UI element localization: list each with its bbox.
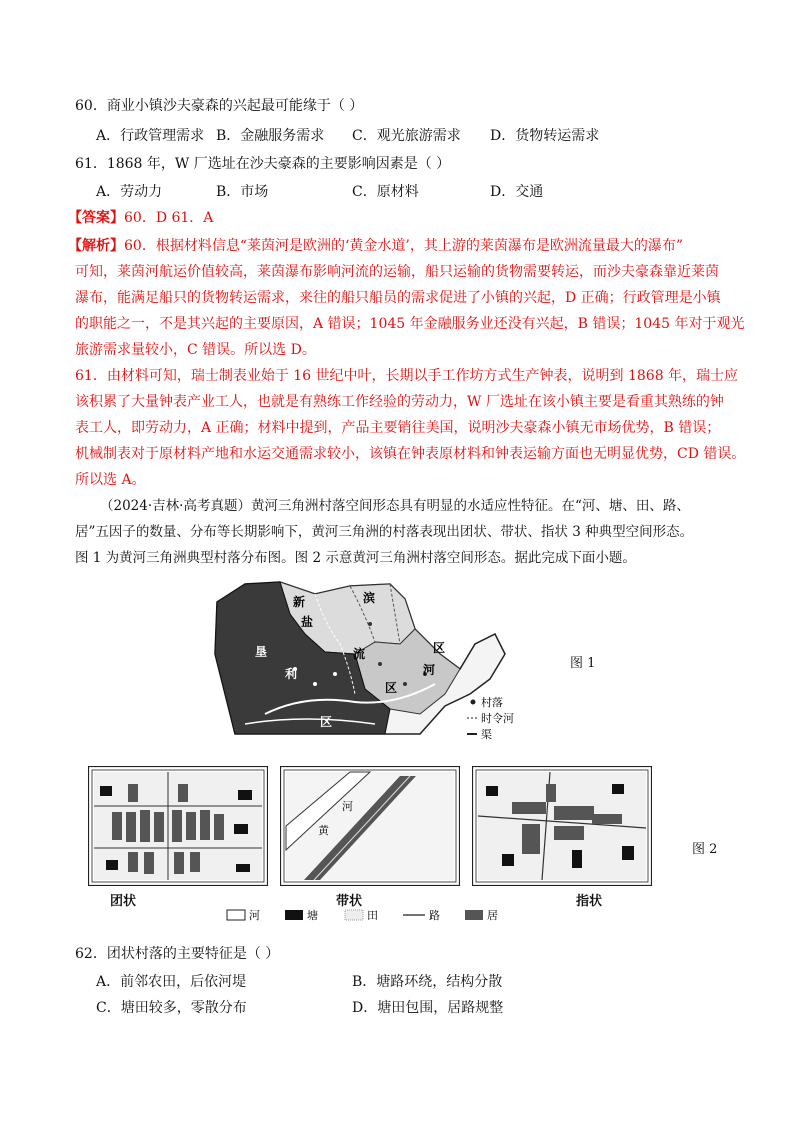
panel-label-finger: 指状 bbox=[576, 894, 603, 909]
q60-option-b: B．金融服务需求 bbox=[216, 128, 325, 144]
map-label: 区 bbox=[385, 681, 398, 695]
map-label: 利 bbox=[285, 667, 298, 681]
q61-stem: 61．1868 年，W 厂选址在沙夫豪森的主要影响因素是（ ） bbox=[75, 156, 451, 172]
q60-option-d: D．货物转运需求 bbox=[490, 128, 600, 144]
figure2-label: 图 2 bbox=[692, 842, 718, 857]
analysis-line-2: 瀑布，能满足船只的货物转运需求，来往的船只船员的需求促进了小镇的兴起，D 正确；行政管理是小镇 bbox=[75, 290, 721, 306]
figure2-panel-finger bbox=[472, 766, 652, 886]
village-dot bbox=[403, 682, 407, 686]
analysis-line-6: 该积累了大量钟表产业工人，也就是有熟练工作经验的劳动力，W 厂选址在该小镇主要是看重其熟练的钟 bbox=[75, 394, 724, 410]
legend-field-icon bbox=[345, 910, 363, 920]
map-label: 流 bbox=[353, 647, 366, 661]
q60-stem: 60．商业小镇沙夫豪森的兴起最可能缘于（ ） bbox=[75, 98, 364, 114]
legend-canal-label: 渠 bbox=[481, 728, 492, 741]
intro-line-2: 图 1 为黄河三角洲典型村落分布图。图 2 示意黄河三角洲村落空间形态。据此完成下面小题。 bbox=[75, 550, 636, 566]
map-label: 新 bbox=[293, 595, 306, 609]
q62-stem: 62．团状村落的主要特征是（ ） bbox=[75, 946, 280, 962]
analysis-label: 【解析】 bbox=[68, 238, 124, 254]
q61-option-b: B．市场 bbox=[216, 184, 269, 200]
river-label: 河 bbox=[342, 800, 353, 813]
panel-label-belt: 带状 bbox=[336, 894, 363, 909]
analysis-line-1: 可知，莱茵河航运价值较高，莱茵瀑布影响河流的运输，船只运输的货物需要转运，而沙夫豪森靠近莱茵 bbox=[75, 264, 719, 280]
legend-seasonal-river-label: 时令河 bbox=[481, 712, 514, 725]
legend-pond-label: 塘 bbox=[307, 909, 318, 922]
answer-line bbox=[68, 208, 213, 228]
intro-line-1: 居”五因子的数量、分布等长期影响下，黄河三角洲的村落表现出团状、带状、指状 3 种典型空间形态。 bbox=[75, 524, 694, 540]
map-label: 区 bbox=[433, 641, 446, 655]
map-label: 垦 bbox=[255, 645, 268, 659]
map-label: 区 bbox=[320, 715, 333, 729]
legend-village-icon bbox=[471, 700, 476, 705]
analysis-line-8: 机械制表对于原材料产地和水运交通需求较小，该镇在钟表原材料和钟表运输方面也无明显优势，CD 错误。 bbox=[75, 446, 746, 462]
legend-river-label: 河 bbox=[249, 909, 260, 922]
figure2-panel-belt bbox=[280, 766, 460, 886]
answer-text: 60．D 61．A bbox=[124, 210, 214, 226]
analysis-line-9: 所以选 A。 bbox=[75, 472, 146, 488]
q62-option-b: B．塘路环绕，结构分散 bbox=[352, 974, 503, 990]
analysis-line-7: 表工人，即劳动力，A 正确；材料中提到，产品主要销往美国，说明沙夫豪森小镇无市场优势，B 错误； bbox=[75, 420, 721, 436]
figure2-legend bbox=[225, 904, 525, 926]
legend-dwelling-icon bbox=[465, 910, 483, 920]
village-dot bbox=[333, 672, 337, 676]
analysis-line-5: 61．由材料可知，瑞士制表业始于 16 世纪中叶，长期以手工作坊方式生产钟表，说明到 1868 年，瑞士应 bbox=[75, 368, 739, 384]
q61-option-a: A．劳动力 bbox=[96, 184, 163, 200]
q62-option-c: C．塘田较多，零散分布 bbox=[96, 1000, 247, 1016]
map-label: 盐 bbox=[301, 615, 314, 629]
legend-pond-icon bbox=[285, 910, 303, 920]
village-dot bbox=[368, 622, 372, 626]
analysis-line-0: 【解析】60．根据材料信息“莱茵河是欧洲的‘黄金水道’，其上游的莱茵瀑布是欧洲流量最大的瀑布” bbox=[68, 238, 684, 254]
analysis-line-3: 的职能之一，不是其兴起的主要原因，A 错误；1045 年金融服务业还没有兴起，B 错误；1045 年对于观光 bbox=[75, 316, 745, 332]
figure1-label: 图 1 bbox=[570, 656, 596, 671]
figure2-panel-clustered bbox=[88, 766, 268, 886]
legend-road-label: 路 bbox=[429, 909, 440, 922]
answer-label: 【答案】 bbox=[68, 210, 124, 226]
q62-option-a: A．前邻农田，后依河堤 bbox=[96, 974, 247, 990]
legend-river-icon bbox=[227, 910, 245, 920]
legend-village-label: 村落 bbox=[481, 696, 503, 709]
q60-option-a: A．行政管理需求 bbox=[96, 128, 205, 144]
legend-field-label: 田 bbox=[367, 909, 378, 922]
q61-option-d: D．交通 bbox=[490, 184, 544, 200]
q62-option-d: D．塘田包围，居路规整 bbox=[352, 1000, 504, 1016]
panel-label-clustered: 团状 bbox=[110, 894, 137, 909]
q60-option-c: C．观光旅游需求 bbox=[352, 128, 461, 144]
river-label: 黄 bbox=[318, 824, 329, 837]
intro-line-0: （2024·吉林·高考真题）黄河三角洲村落空间形态具有明显的水适应性特征。在“河、塘、田、路、 bbox=[100, 498, 690, 514]
q61-option-c: C．原材料 bbox=[352, 184, 419, 200]
village-dot bbox=[378, 662, 382, 666]
map-label: 滨 bbox=[363, 591, 376, 605]
legend-dwelling-label: 居 bbox=[487, 909, 498, 922]
analysis-line-4: 旅游需求量较小，C 错误。所以选 D。 bbox=[75, 342, 316, 358]
village-dot bbox=[313, 682, 317, 686]
map-label: 河 bbox=[423, 663, 436, 677]
